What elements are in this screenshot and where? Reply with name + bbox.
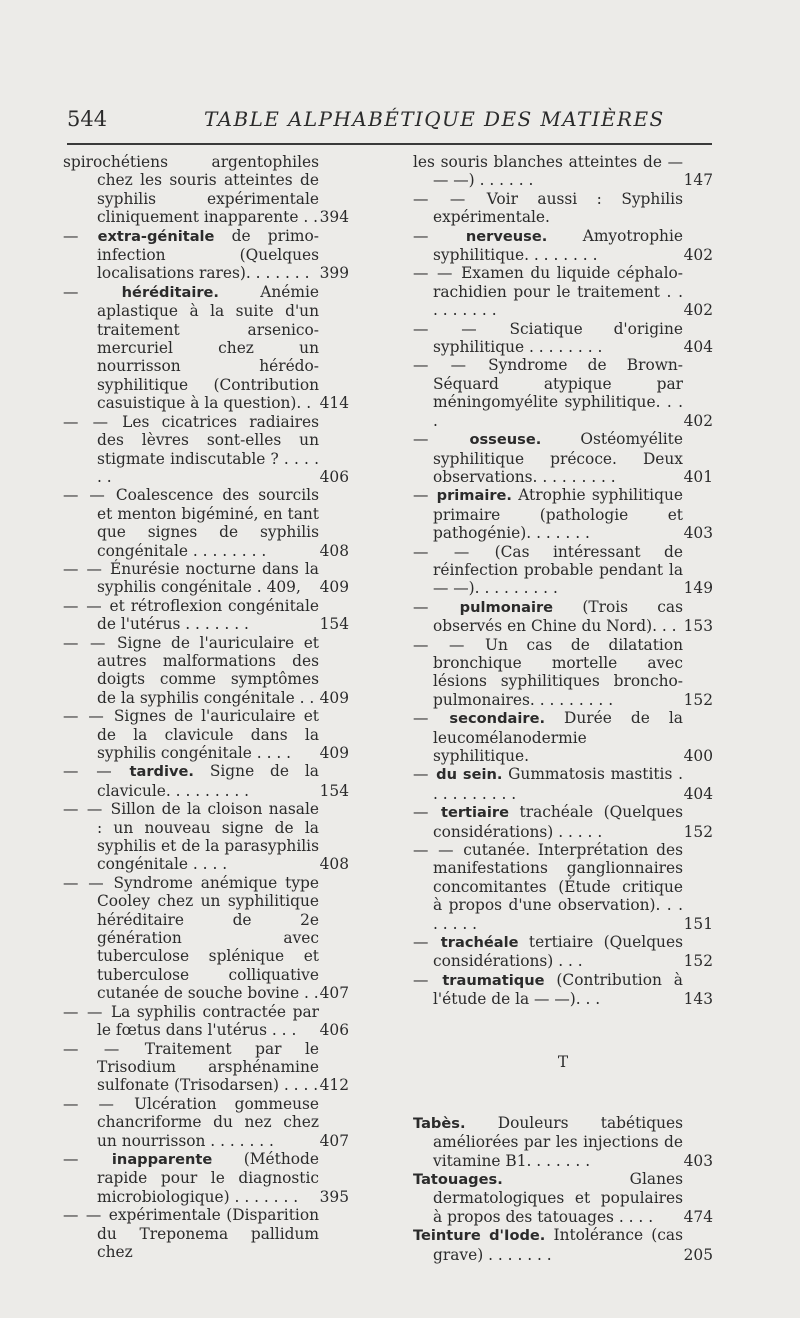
entry-text <box>63 153 319 227</box>
entry-text <box>63 800 319 874</box>
entry-description: Syndrome de Brown-Séquard atypique par méningomyélite syphilitique. . . . <box>433 356 683 430</box>
right-column <box>413 153 713 1264</box>
entry-dash: — <box>63 1149 112 1168</box>
entry-dash: — — <box>413 841 464 860</box>
entry-text <box>63 283 319 413</box>
index-entry <box>63 283 349 413</box>
entry-text <box>413 971 683 1009</box>
entry-headword: inapparente <box>111 1150 213 1168</box>
entry-text <box>63 597 319 634</box>
entry-text <box>413 543 683 598</box>
entry-page-number: 149 <box>683 579 713 598</box>
entry-page-number: 404 <box>683 784 713 803</box>
entry-page-number: 399 <box>319 264 349 283</box>
entry-description: Ostéomyélite syphilitique précoce. Deux observations. . . . . . . . . <box>433 430 683 486</box>
entry-page-number: 401 <box>683 467 713 486</box>
page-number: 544 <box>67 107 108 131</box>
entry-dash: — — <box>63 596 110 615</box>
entry-headword: pulmonaire <box>459 598 554 616</box>
index-entry <box>413 841 713 933</box>
entry-page-number: 152 <box>683 822 713 841</box>
entry-description: Coalescence des sourcils et menton bigéminé, en tant que signes de syphilis congénitale . . . . . . . . <box>97 486 319 560</box>
entry-page-number: 412 <box>319 1076 349 1095</box>
entry-text <box>63 1150 319 1206</box>
entry-description: Intolérance (cas grave) . . . . . . . <box>433 1226 683 1264</box>
entry-dash: — — <box>413 542 495 561</box>
index-entry <box>413 598 713 636</box>
entry-text <box>413 841 683 933</box>
index-entry <box>413 803 713 841</box>
entry-dash: — <box>413 970 443 989</box>
index-entry <box>413 1170 713 1226</box>
entry-page-number: 402 <box>683 301 713 320</box>
entry-text <box>63 762 319 800</box>
entry-text <box>413 803 683 841</box>
entry-page-number: 205 <box>683 1245 713 1264</box>
entry-description: Signe de l'auriculaire et autres malformations des doigts comme symptômes de la syphilis congénitale . . <box>97 633 319 707</box>
entry-text <box>413 765 683 803</box>
entry-text <box>413 486 683 542</box>
entry-page-number: 394 <box>319 208 349 227</box>
entry-dash: — — <box>63 486 116 505</box>
entry-description: (Méthode rapide pour le diagnostic microbiologique) . . . . . . . <box>97 1149 319 1206</box>
index-entry <box>63 707 349 762</box>
entry-text <box>413 933 683 971</box>
entry-text <box>63 1206 319 1261</box>
index-entry <box>413 430 713 486</box>
entry-text <box>63 227 319 283</box>
entry-description: (Trois cas observés en Chine du Nord). . . <box>433 597 683 636</box>
entry-dash: — <box>413 226 466 245</box>
index-entry <box>63 227 349 283</box>
index-entry <box>413 933 713 971</box>
entry-text <box>413 1170 683 1226</box>
entry-description: trachéale (Quelques considérations) . . . . . <box>433 803 683 841</box>
entry-page-number: 152 <box>683 690 713 709</box>
entry-page-number: 143 <box>683 990 713 1009</box>
entry-text <box>413 264 683 319</box>
entry-page-number: 154 <box>319 615 349 634</box>
entry-description: Voir aussi : Syphilis expérimentale. <box>433 189 683 227</box>
entry-dash: — — <box>63 762 130 781</box>
index-entry <box>413 1226 713 1264</box>
entry-dash: — <box>413 765 437 784</box>
index-entry <box>413 264 713 319</box>
entry-page-number: 406 <box>319 1021 349 1040</box>
index-entry <box>413 709 713 765</box>
entry-dash: — — <box>63 1094 135 1113</box>
entry-dash: — — <box>63 633 118 652</box>
index-entry <box>63 1150 349 1206</box>
entry-page-number: 147 <box>683 171 713 190</box>
entry-description: Sillon de la cloison nasale : un nouveau signe de la syphilis et de la parasyphilis congénitale . . . . <box>97 800 319 874</box>
entry-description: Anémie aplastique à la suite d'un traitement arsenico-mercuriel chez un nourrisson hérédo-syphilitique (Contribution casuistique à la question). . <box>97 282 319 413</box>
index-entry <box>413 190 713 227</box>
left-column <box>63 153 349 1261</box>
entry-page-number: 409 <box>319 688 349 707</box>
entry-dash: — — <box>63 800 111 819</box>
entry-description: de primo-infection (Quelques localisations rares). . . . . . . <box>97 226 319 283</box>
entry-description: les souris blanches atteintes de — — —) . . . . . . <box>413 153 683 190</box>
entry-text <box>413 636 683 710</box>
index-entry <box>63 597 349 634</box>
entry-text <box>413 1226 683 1264</box>
entry-dash: — — <box>413 319 510 338</box>
entry-text <box>63 1095 319 1150</box>
entry-description: Examen du liquide céphalo-rachidien pour le traitement . . . . . . . . . <box>433 264 683 320</box>
entry-page-number: 151 <box>683 914 713 933</box>
entry-description: Amyotrophie syphilitique. . . . . . . . <box>433 226 683 265</box>
entry-text <box>63 1003 319 1040</box>
t-entries <box>413 1114 713 1264</box>
entry-description: Atrophie syphilitique primaire (pathologie et pathogénie). . . . . . . <box>433 486 683 543</box>
index-entry <box>413 153 713 190</box>
index-entry <box>63 800 349 874</box>
entry-dash: — — <box>413 189 487 208</box>
entry-text <box>63 413 319 487</box>
entry-description: Les cicatrices radiaires des lèvres sont-elles un stigmate indiscutable ? . . . . . . <box>97 412 319 486</box>
entry-text <box>413 1114 683 1170</box>
entry-text <box>413 598 683 636</box>
entry-page-number: 474 <box>683 1207 713 1226</box>
entry-description: Syndrome anémique type Cooley chez un syphilitique héréditaire de 2e génération avec tuberculose splénique et tuberculose colliquative cutanée de souche bovine . . <box>97 873 319 1003</box>
entry-dash: — <box>413 486 437 505</box>
index-entry <box>413 636 713 710</box>
index-entry <box>413 971 713 1009</box>
entry-dash: — <box>413 597 460 616</box>
entry-dash: — <box>413 430 470 449</box>
running-title: TABLE ALPHABÉTIQUE DES MATIÈRES <box>204 107 665 131</box>
page-header <box>67 103 712 145</box>
entry-text <box>413 356 683 430</box>
index-entry <box>413 356 713 430</box>
entry-page-number: 154 <box>319 781 349 800</box>
entry-dash: — — <box>63 1206 109 1225</box>
entry-page-number: 395 <box>319 1187 349 1206</box>
entry-page-number: 407 <box>319 984 349 1003</box>
entry-description: (Contribution à l'étude de la — —). . . <box>433 970 683 1009</box>
entry-headword: Tabès. <box>413 1114 466 1132</box>
entry-description: La syphilis contractée par le fœtus dans l'utérus . . . <box>97 1002 319 1040</box>
entry-page-number: 402 <box>683 246 713 265</box>
entry-headword: trachéale <box>440 934 519 952</box>
entry-description: spirochétiens argentophiles chez les souris atteintes de syphilis expérimentale cliniquement inapparente . . <box>63 153 319 227</box>
entry-dash: — <box>63 226 98 245</box>
entry-page-number: 406 <box>319 467 349 486</box>
entry-headword: tertiaire <box>440 804 509 822</box>
index-entry <box>413 543 713 598</box>
entry-headword: nerveuse. <box>465 227 548 245</box>
index-entry <box>63 413 349 487</box>
entry-text <box>63 560 319 597</box>
section-letter: T <box>557 1052 569 1071</box>
entry-page-number: 403 <box>683 1151 713 1170</box>
entry-headword: du sein. <box>436 766 503 784</box>
entry-headword: extra-génitale <box>97 227 215 245</box>
index-entry <box>63 1003 349 1040</box>
entry-page-number: 408 <box>319 855 349 874</box>
entry-dash: — — <box>63 559 110 578</box>
index-entry <box>63 486 349 560</box>
entry-description: Gummatosis mastitis . . . . . . . . . . <box>433 765 683 803</box>
entry-text <box>63 874 319 1003</box>
right-entries <box>413 153 713 1009</box>
entry-dash: — — <box>413 635 486 654</box>
entry-description: Signes de l'auriculaire et de la clavicule dans la syphilis congénitale . . . . <box>97 707 319 762</box>
entry-page-number: 414 <box>319 394 349 413</box>
entry-page-number: 409 <box>319 744 349 762</box>
entry-headword: traumatique <box>442 971 545 989</box>
entry-dash: — — <box>413 356 489 375</box>
entry-dash: — — <box>63 1002 111 1021</box>
entry-text <box>413 320 683 357</box>
entry-description: (Cas intéressant de réinfection probable pendant la — —). . . . . . . . . <box>433 542 683 598</box>
entry-text <box>63 634 319 708</box>
entry-headword: tardive. <box>129 763 194 781</box>
entry-text <box>413 430 683 486</box>
entry-page-number: 153 <box>683 617 713 636</box>
entry-headword: Tatouages. <box>413 1170 503 1188</box>
entry-dash: — <box>413 803 441 822</box>
entry-text <box>413 227 683 265</box>
entry-text <box>63 1040 319 1095</box>
entry-description: Traitement par le Trisodium arsphénamine sulfonate (Trisodarsen) . . . . <box>97 1039 319 1095</box>
index-entry <box>63 153 349 227</box>
index-entry <box>63 634 349 708</box>
entry-headword: héréditaire. <box>121 283 219 301</box>
index-entry <box>413 1114 713 1170</box>
index-entry <box>63 1040 349 1095</box>
entry-page-number: 403 <box>683 524 713 543</box>
entry-headword: osseuse. <box>469 431 542 449</box>
entry-description: tertiaire (Quelques considérations) . . . <box>433 933 683 971</box>
entry-page-number: 152 <box>683 952 713 971</box>
entry-description: Sciatique d'origine syphilitique . . . . . . . . <box>433 319 683 357</box>
entry-description: Un cas de dilatation bronchique mortelle avec lésions syphilitiques broncho-pulmonaires. . . . . . . . . <box>433 635 683 709</box>
entry-description: Douleurs tabétiques améliorées par les injections de vitamine B1. . . . . . . <box>433 1113 683 1170</box>
entry-dash: — — <box>63 1039 145 1058</box>
index-entry <box>413 227 713 265</box>
entry-page-number: 404 <box>683 338 713 357</box>
entry-headword: primaire. <box>436 487 512 505</box>
entry-text <box>63 486 319 560</box>
index-entry <box>413 486 713 542</box>
entry-dash: — — <box>413 264 462 283</box>
entry-description: Glanes dermatologiques et populaires à propos des tatouages . . . . <box>433 1169 683 1226</box>
index-entry <box>63 762 349 800</box>
entry-page-number: 408 <box>319 541 349 560</box>
index-entry <box>413 320 713 357</box>
entry-text <box>413 153 683 190</box>
entry-dash: — <box>413 933 441 952</box>
entry-page-number: 409 <box>319 578 349 597</box>
entry-text <box>413 190 683 227</box>
entry-headword: Teinture d'Iode. <box>413 1227 546 1245</box>
entry-description: Énurésie nocturne dans la syphilis congénitale . 409, <box>97 559 319 597</box>
entry-description: Durée de la leucomélanodermie syphilitique. <box>433 709 683 765</box>
entry-dash: — — <box>63 873 114 892</box>
entry-headword: secondaire. <box>449 710 546 728</box>
entry-dash: — <box>63 282 122 301</box>
entry-dash: — <box>413 709 450 728</box>
entry-description: Signe de la clavicule. . . . . . . . . <box>97 762 319 800</box>
entry-dash: — — <box>63 412 123 431</box>
entry-page-number: 407 <box>319 1131 349 1150</box>
entry-page-number: 400 <box>683 747 713 765</box>
index-entry <box>63 1206 349 1261</box>
entry-page-number: 402 <box>683 411 713 430</box>
entry-description: cutanée. Interprétation des manifestations ganglionnaires concomitantes (Étude critique à propos d'une observation). . . . . . . . <box>433 841 683 933</box>
entry-text <box>63 707 319 762</box>
index-entry <box>63 1095 349 1150</box>
index-entry <box>413 765 713 803</box>
entry-dash: — — <box>63 707 114 726</box>
entry-text <box>413 709 683 765</box>
entry-description: et rétroflexion congénitale de l'utérus . . . . . . . <box>97 596 319 634</box>
index-entry <box>63 560 349 597</box>
index-entry <box>63 874 349 1003</box>
entry-description: Ulcération gommeuse chancriforme du nez chez un nourrisson . . . . . . . <box>97 1094 319 1150</box>
entry-description: expérimentale (Disparition du Treponema pallidum chez <box>97 1206 319 1261</box>
